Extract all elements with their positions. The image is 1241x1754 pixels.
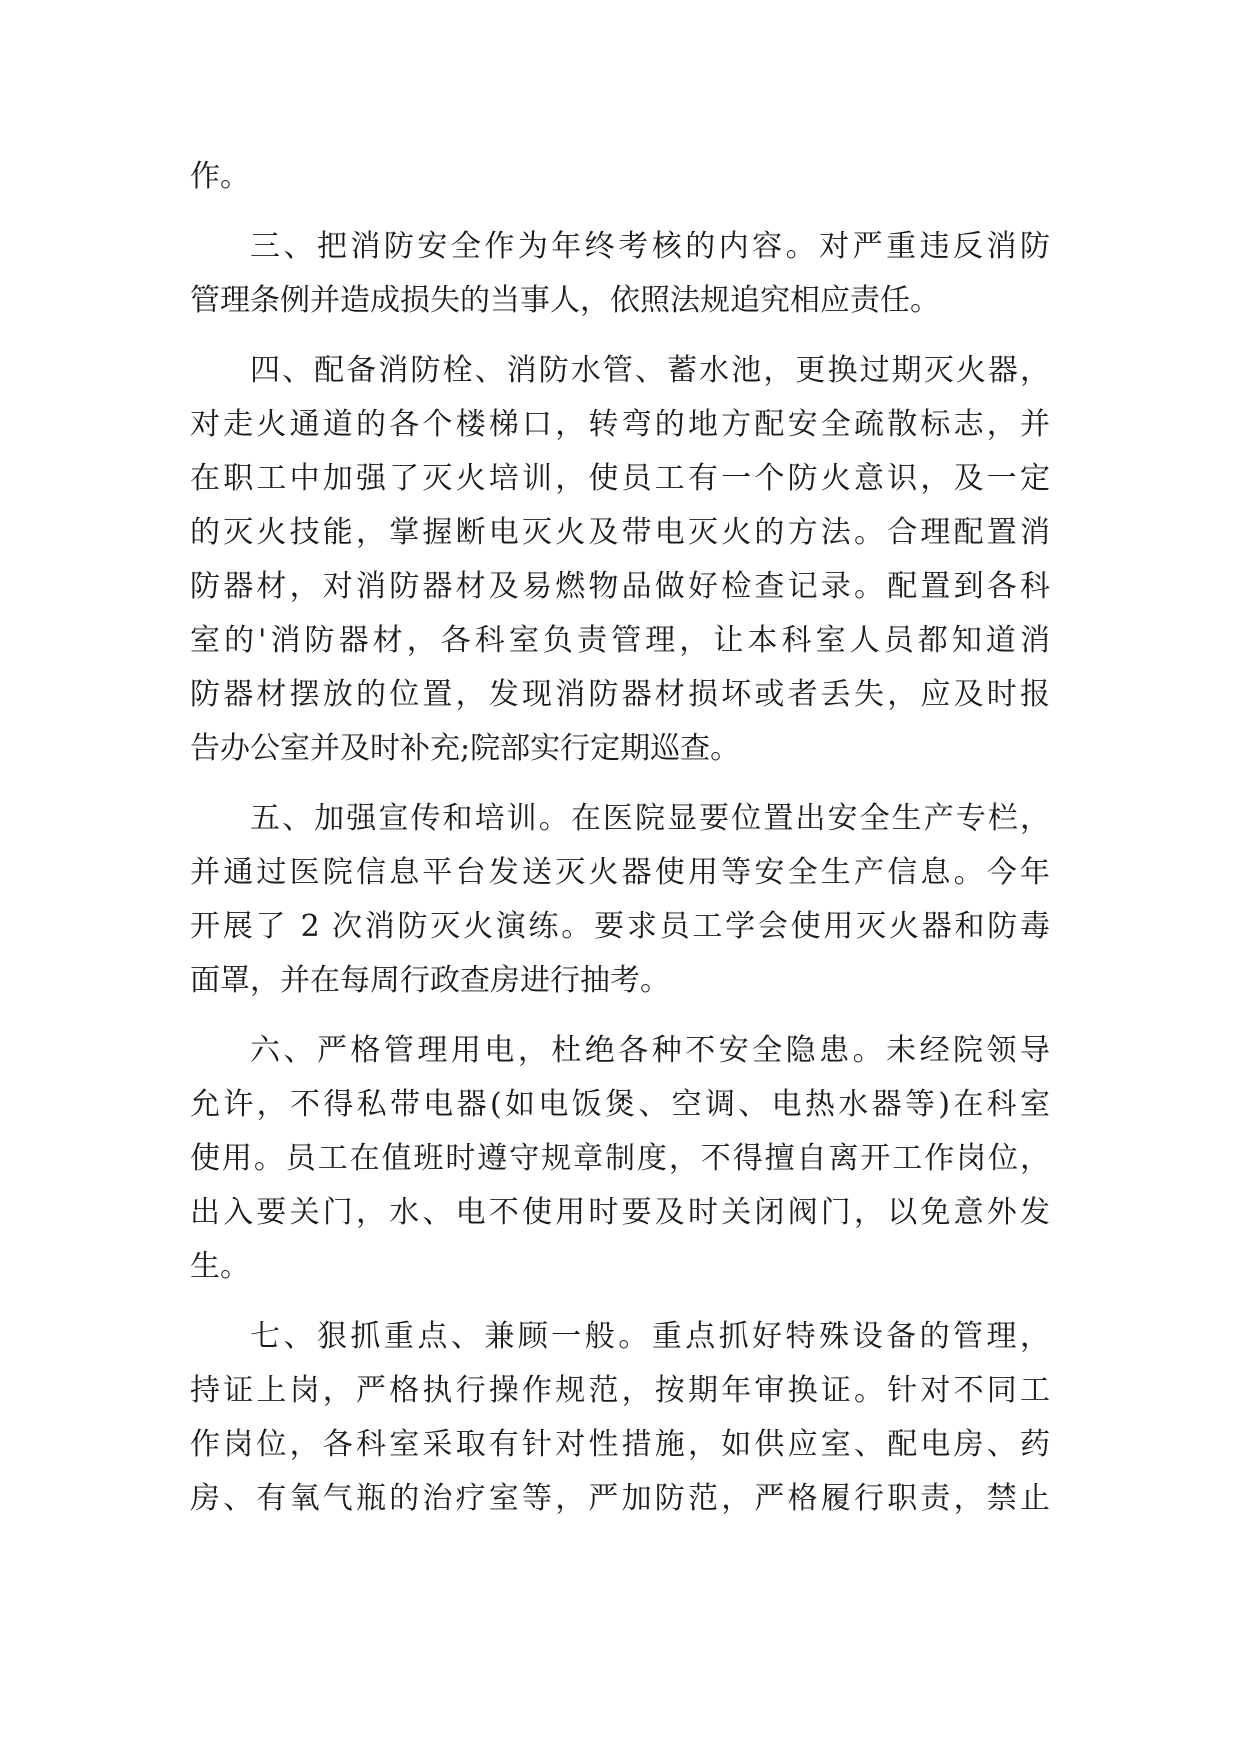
text-line: 作岗位，各科室采取有针对性措施，如供应室、配电房、药 [190,1427,1050,1462]
text-line: 生。 [190,1249,250,1284]
text-line: 持证上岗，严格执行操作规范，按期年审换证。针对不同工 [190,1373,1050,1408]
text-line: 在职工中加强了灭火培训，使员工有一个防火意识，及一定 [190,461,1050,496]
text-line: 作。 [190,159,250,194]
text-line: 四、配备消防栓、消防水管、蓄水池，更换过期灭火器， [250,353,1050,388]
text-line: 三、把消防安全作为年终考核的内容。对严重违反消防 [250,229,1050,264]
text-line: 管理条例并造成损失的当事人，依照法规追究相应责任。 [190,283,940,318]
paragraph [190,150,1050,204]
paragraph-6 [190,1024,1050,1294]
paragraph-4 [190,344,1050,776]
text-line: 六、严格管理用电，杜绝各种不安全隐患。未经院领导 [250,1033,1050,1068]
text-line: 防器材，对消防器材及易燃物品做好检查记录。配置到各科 [190,569,1050,604]
text-line: 告办公室并及时补充;院部实行定期巡查。 [190,731,741,766]
text-line: 并通过医院信息平台发送灭火器使用等安全生产信息。今年 [190,855,1050,890]
text-line: 室的'消防器材，各科室负责管理，让本科室人员都知道消 [190,623,1050,658]
text-line: 对走火通道的各个楼梯口，转弯的地方配安全疏散标志，并 [190,407,1050,442]
document-body [190,150,1050,1526]
text-line: 五、加强宣传和培训。在医院显要位置出安全生产专栏， [250,801,1050,836]
text-line: 允许，不得私带电器(如电饭煲、空调、电热水器等)在科室 [190,1087,1050,1122]
text-line: 的灭火技能，掌握断电灭火及带电灭火的方法。合理配置消 [190,515,1050,550]
paragraph-7 [190,1310,1050,1526]
text-line: 防器材摆放的位置，发现消防器材损坏或者丢失，应及时报 [190,677,1050,712]
paragraph-5 [190,792,1050,1008]
paragraph-3 [190,220,1050,328]
text-line: 面罩，并在每周行政查房进行抽考。 [190,963,670,998]
text-line: 七、狠抓重点、兼顾一般。重点抓好特殊设备的管理， [250,1319,1050,1354]
text-line: 使用。员工在值班时遵守规章制度，不得擅自离开工作岗位， [190,1141,1050,1176]
text-line: 开展了 2 次消防灭火演练。要求员工学会使用灭火器和防毒 [190,909,1050,944]
text-line: 房、有氧气瓶的治疗室等，严加防范，严格履行职责，禁止 [190,1481,1050,1516]
text-line: 出入要关门，水、电不使用时要及时关闭阀门，以免意外发 [190,1195,1050,1230]
